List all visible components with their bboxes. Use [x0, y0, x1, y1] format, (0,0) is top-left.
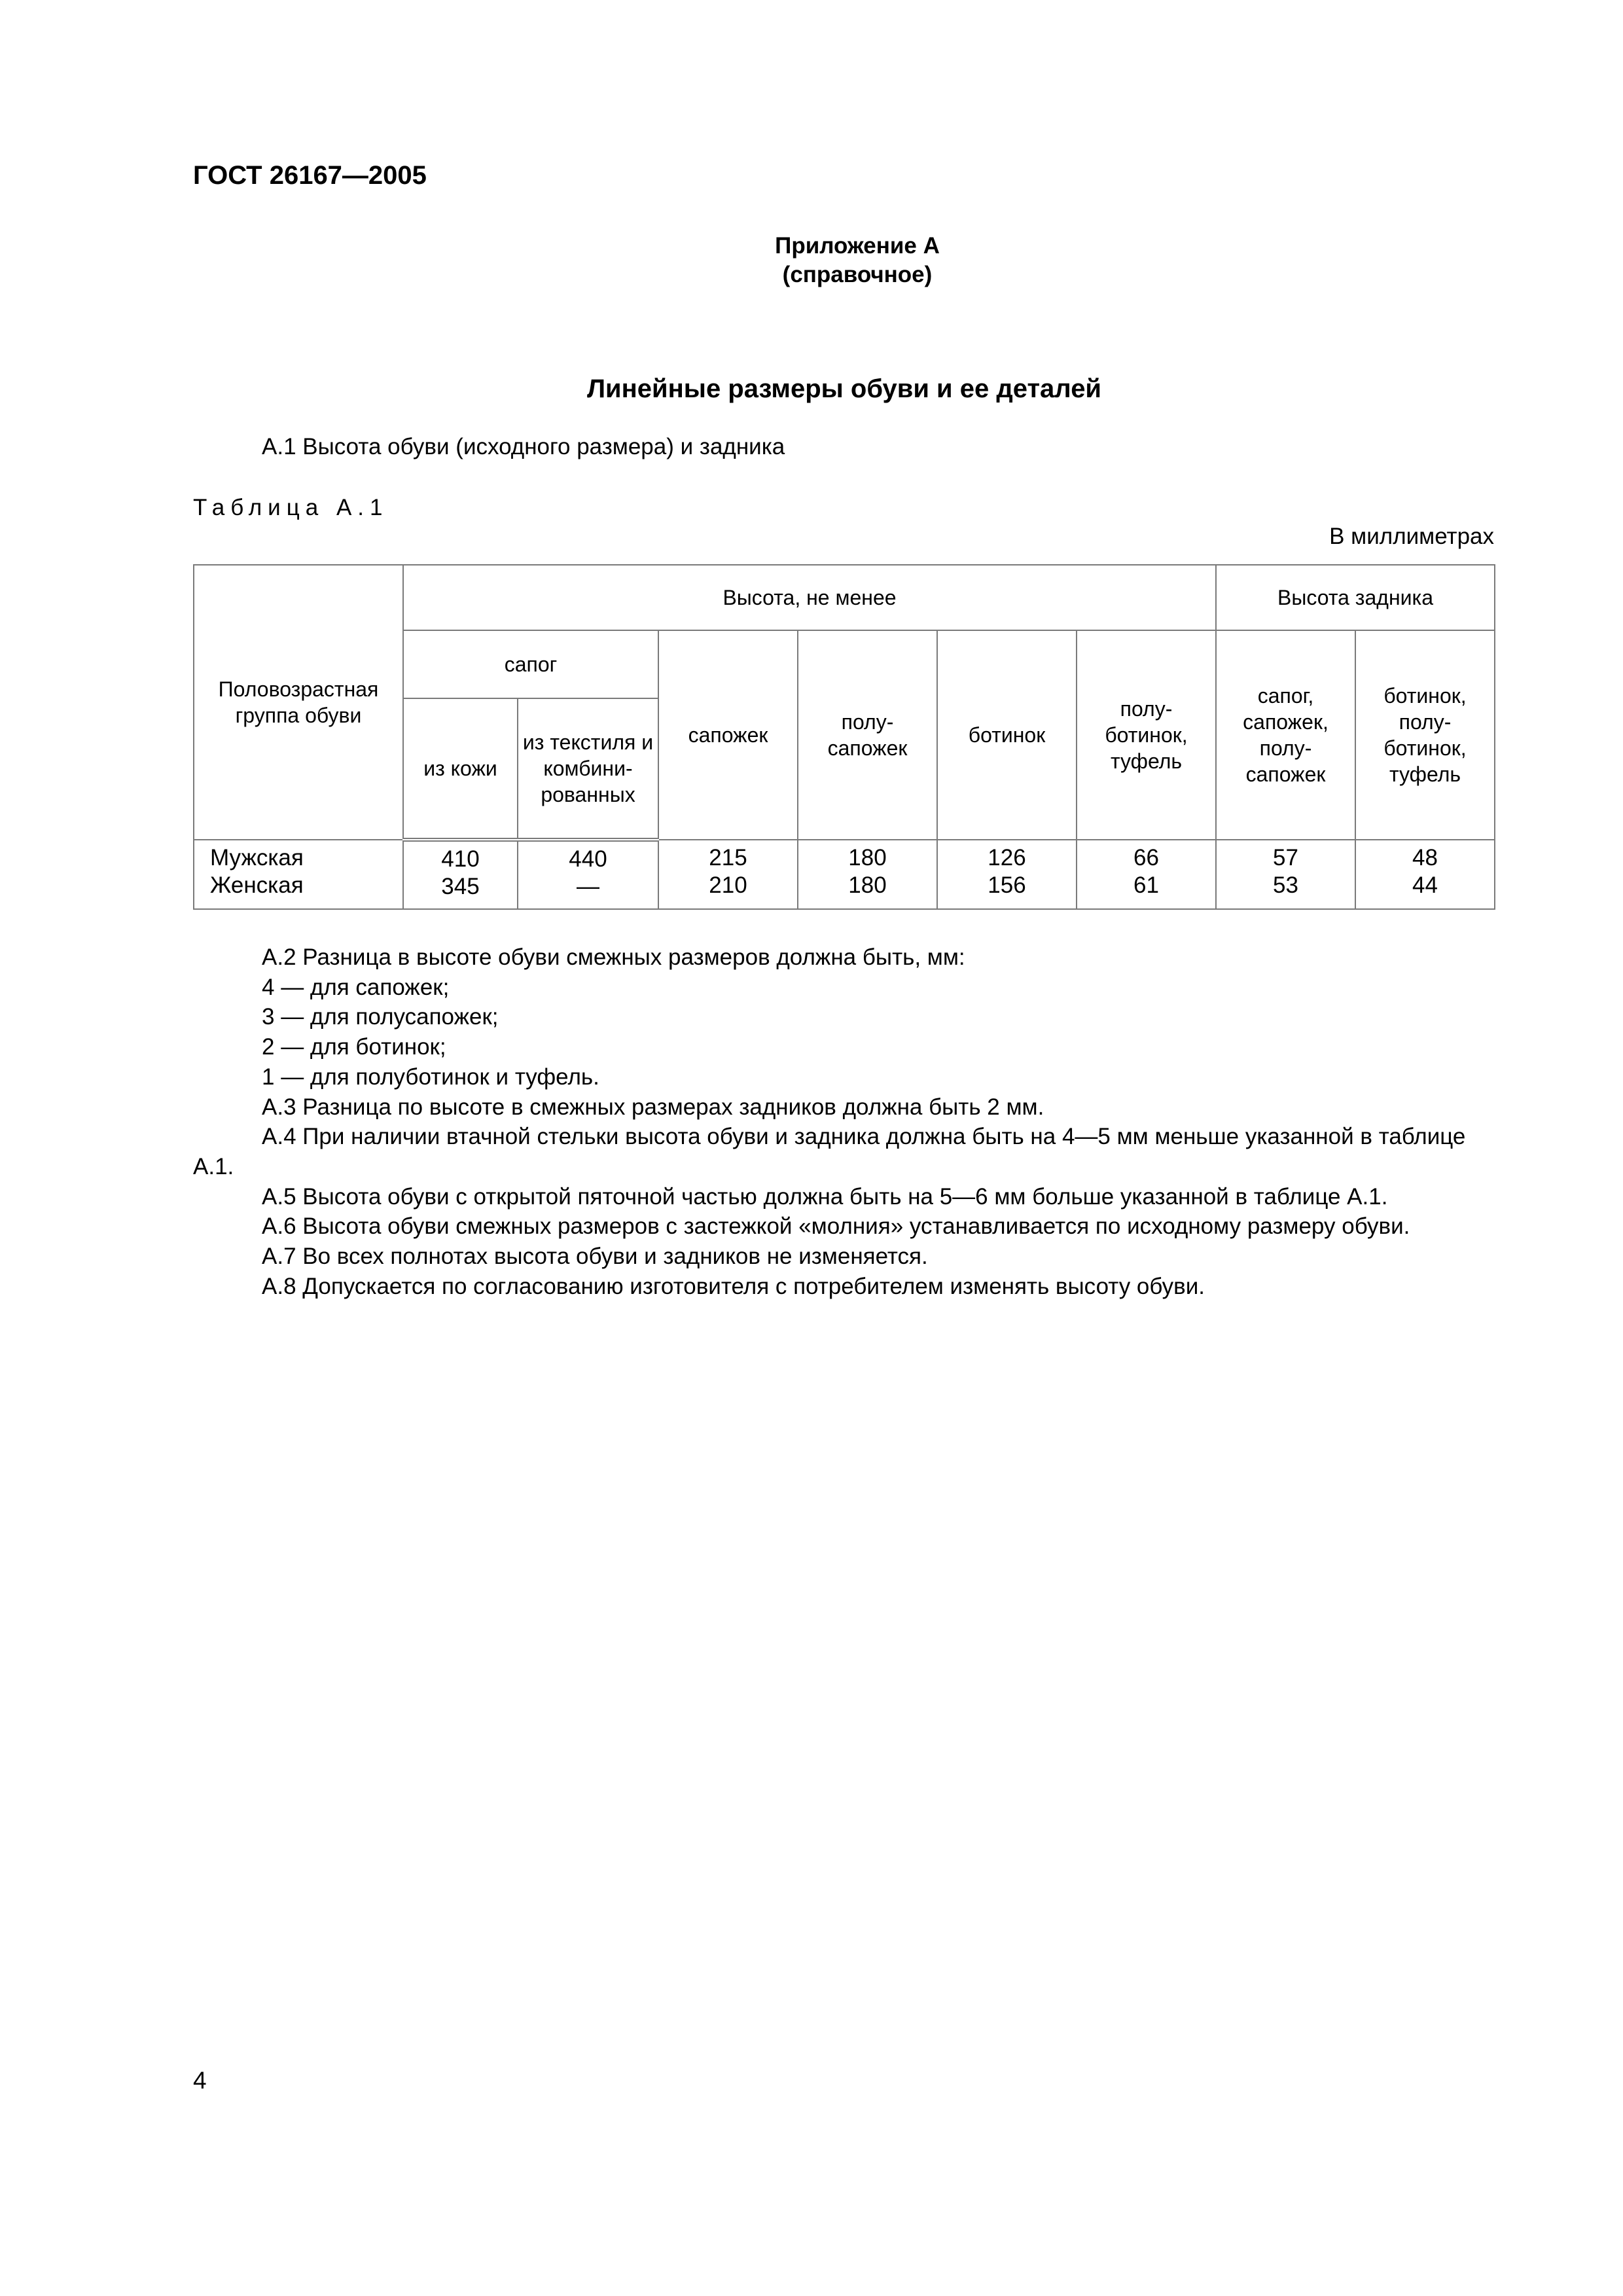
- row-label-male: Мужская: [210, 845, 304, 870]
- table-cell: 126 156: [937, 840, 1077, 909]
- table-cell: 180 180: [798, 840, 937, 909]
- page-number: 4: [193, 2067, 207, 2094]
- table-cell: 440 —: [518, 840, 658, 909]
- paragraph: А.7 Во всех полнотах высота обуви и задников не изменяется.: [262, 1244, 928, 1270]
- header-sapog: сапог: [403, 630, 658, 698]
- table-cell: 410 345: [403, 840, 518, 909]
- section-title: Линейные размеры обуви и ее деталей: [586, 374, 1102, 403]
- header-counter-b: ботинок, полу-ботинок, туфель: [1355, 630, 1495, 840]
- header-botinok: ботинок: [937, 630, 1077, 840]
- paragraph: А.4 При наличии втачной стельки высота обуви и задника должна быть на 4—5 мм меньше указанной в таблице А.1.: [193, 1124, 1466, 1179]
- header-polusapozhek: полу-сапожек: [798, 630, 937, 840]
- paragraph: А.6 Высота обуви смежных размеров с застежкой «молния» устанавливается по исходному размеру обуви.: [262, 1213, 1410, 1240]
- header-height-min: Высота, не менее: [403, 565, 1216, 630]
- header-polubotinok: полу-ботинок, туфель: [1077, 630, 1216, 840]
- table-cell: 48 44: [1355, 840, 1495, 909]
- table-label: Таблица А.1: [193, 495, 389, 520]
- annex-subtitle: (справочное): [782, 262, 933, 287]
- paragraph: 1 — для полуботинок и туфель.: [262, 1064, 599, 1090]
- dimensions-table: [193, 564, 1495, 910]
- paragraph: А.8 Допускается по согласованию изготовителя с потребителем изменять высоту обуви.: [262, 1273, 1205, 1299]
- document-code: ГОСТ 26167—2005: [193, 161, 427, 190]
- row-labels: [194, 840, 403, 909]
- annex-heading: [694, 232, 1021, 289]
- paragraph: 4 — для сапожек;: [262, 974, 450, 1000]
- paragraph: А.2 Разница в высоте обуви смежных размеров должна быть, мм:: [262, 944, 965, 970]
- header-leather: из кожи: [403, 698, 518, 840]
- header-counter-height: Высота задника: [1216, 565, 1495, 630]
- paragraph: 3 — для полусапожек;: [262, 1004, 499, 1030]
- paragraph: 2 — для ботинок;: [262, 1034, 446, 1060]
- intro-paragraph: А.1 Высота обуви (исходного размера) и задника: [262, 434, 785, 459]
- header-counter-a: сапог, сапожек, полу-сапожек: [1216, 630, 1355, 840]
- table-units: В миллиметрах: [1329, 524, 1494, 549]
- table-cell: 215 210: [658, 840, 798, 909]
- table-cell: 57 53: [1216, 840, 1355, 909]
- header-textile: из текстиля и комбини-рованных: [518, 698, 658, 840]
- table-row: [194, 840, 1495, 909]
- paragraph: А.3 Разница по высоте в смежных размерах задников должна быть 2 мм.: [262, 1094, 1044, 1120]
- row-label-female: Женская: [210, 872, 304, 898]
- table-cell: 66 61: [1077, 840, 1216, 909]
- paragraph: А.5 Высота обуви с открытой пяточной частью должна быть на 5—6 мм больше указанной в таблице А.1.: [262, 1183, 1388, 1210]
- header-group: Половозрастная группа обуви: [194, 565, 403, 840]
- notes-section: [193, 942, 1494, 1301]
- annex-title: Приложение А: [775, 233, 940, 259]
- header-sapozhek: сапожек: [658, 630, 798, 840]
